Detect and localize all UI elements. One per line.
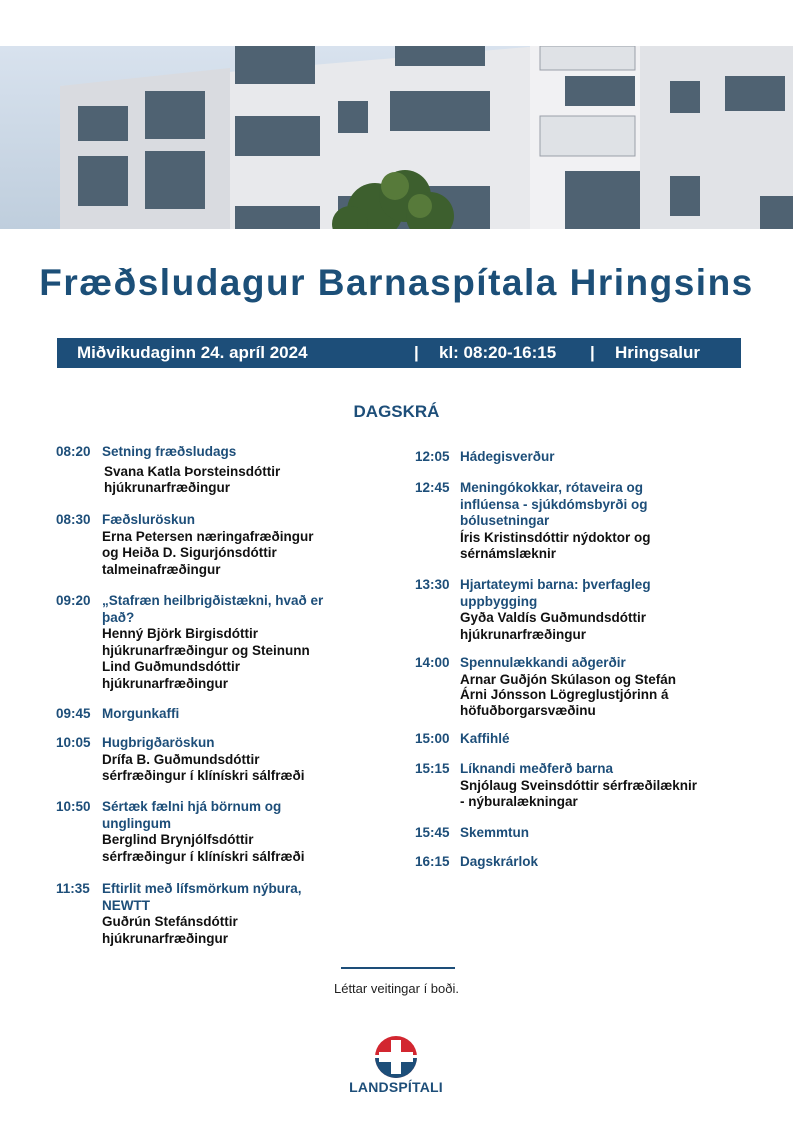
- agenda-item: [56, 881, 336, 947]
- event-location: Hringsalur: [615, 343, 701, 362]
- agenda-item: [415, 731, 715, 748]
- agenda-time: 10:05: [56, 735, 91, 750]
- agenda-topic: Setning fræðsludags: [102, 444, 237, 459]
- agenda-topic: Hugbrigðaröskun: [102, 735, 215, 750]
- agenda-time: 08:20: [56, 444, 91, 459]
- agenda-item: [415, 449, 715, 466]
- separator: |: [414, 343, 419, 362]
- agenda-topic: Líknandi meðferð barna: [460, 761, 614, 776]
- agenda-topic: Skemmtun: [460, 825, 530, 840]
- agenda-topic: Hjartateymi barna: þverfagleg uppbygging: [460, 577, 651, 609]
- agenda-speaker: Erna Petersen næringafræðingur og Heiða D. Sigurjónsdóttir talmeinafræðingur: [102, 528, 314, 577]
- agenda-speaker: Henný Björk Birgisdóttir hjúkrunarfræðingur og Steinunn Lind Guðmundsdóttir hjúkrunarfræðingur: [102, 626, 310, 691]
- agenda-item: [415, 480, 715, 563]
- agenda-speaker: Snjólaug Sveinsdóttir sérfræðilæknir - nýburalækningar: [460, 777, 698, 809]
- agenda-speaker: Gyða Valdís Guðmundsdóttir hjúkrunarfræðingur: [460, 610, 647, 642]
- agenda-item: [415, 825, 715, 842]
- agenda-topic: Fæðsluröskun: [102, 512, 196, 527]
- agenda-speaker: Berglind Brynjólfsdóttir sérfræðingur í klínískri sálfræði: [102, 832, 305, 864]
- agenda-item: [56, 593, 336, 692]
- agenda-item: [56, 512, 336, 578]
- agenda-topic: Meningókokkar, rótaveira og inflúensa - sjúkdómsbyrði og bólusetningar: [460, 480, 648, 528]
- agenda-time: 11:35: [56, 881, 90, 896]
- agenda-time: 14:00: [415, 655, 450, 670]
- hospital-building-photo: [0, 46, 793, 229]
- agenda-time: 12:45: [415, 480, 450, 495]
- agenda-item: [415, 577, 715, 643]
- agenda-item: [415, 655, 715, 718]
- page-title: Fræðsludagur Barnaspítala Hringsins: [39, 262, 754, 303]
- agenda-topic: Morgunkaffi: [102, 706, 180, 721]
- agenda-time: 15:45: [415, 825, 450, 840]
- agenda-time: 12:05: [415, 449, 450, 464]
- agenda-time: 16:15: [415, 854, 450, 869]
- agenda-topic: Eftirlit með lífsmörkum nýbura, NEWTT: [102, 881, 302, 913]
- agenda-topic: Hádegisverður: [460, 449, 555, 464]
- refreshments-note: Léttar veitingar í boði.: [333, 981, 460, 996]
- agenda-time: 08:30: [56, 512, 91, 527]
- agenda-time: 10:50: [56, 799, 91, 814]
- agenda-speaker: Arnar Guðjón Skúlason og Stefán Árni Jónsson Lögreglustjórinn á höfuðborgarsvæðinu: [460, 671, 677, 718]
- agenda-speaker: Íris Kristinsdóttir nýdoktor og sérnámslæknir: [460, 529, 651, 561]
- logo-text: LANDSPÍTALI: [349, 1079, 443, 1095]
- agenda-speaker: Drífa B. Guðmundsdóttir sérfræðingur í klínískri sálfræði: [102, 751, 305, 783]
- event-time: kl: 08:20-16:15: [439, 343, 557, 362]
- agenda-speaker: Svana Katla Þorsteinsdóttir hjúkrunarfræðingur: [104, 463, 281, 495]
- agenda-time: 13:30: [415, 577, 450, 592]
- agenda-time: 15:15: [415, 761, 450, 776]
- agenda-topic: Kaffihlé: [460, 731, 510, 746]
- agenda-topic: Spennulækkandi aðgerðir: [460, 655, 626, 670]
- divider: [341, 967, 455, 969]
- agenda-title: DAGSKRÁ: [353, 402, 440, 421]
- agenda-topic: „Stafræn heilbrigðistækni, hvað er það?: [102, 593, 324, 625]
- agenda-topic: Dagskrárlok: [460, 854, 539, 869]
- agenda-item: [56, 735, 336, 785]
- agenda-time: 09:20: [56, 593, 91, 608]
- agenda-item: [415, 761, 715, 811]
- agenda-item: [56, 799, 336, 865]
- agenda-item: [56, 444, 336, 497]
- event-info-bar: [57, 338, 741, 368]
- agenda-item: [415, 854, 715, 871]
- agenda-topic: Sértæk fælni hjá börnum og unglingum: [102, 799, 282, 831]
- event-date: Miðvikudaginn 24. apríl 2024: [77, 343, 308, 362]
- agenda-time: 09:45: [56, 706, 91, 721]
- agenda-speaker: Guðrún Stefánsdóttir hjúkrunarfræðingur: [102, 914, 238, 946]
- separator: |: [590, 343, 595, 362]
- agenda-item: [56, 706, 336, 723]
- agenda-time: 15:00: [415, 731, 450, 746]
